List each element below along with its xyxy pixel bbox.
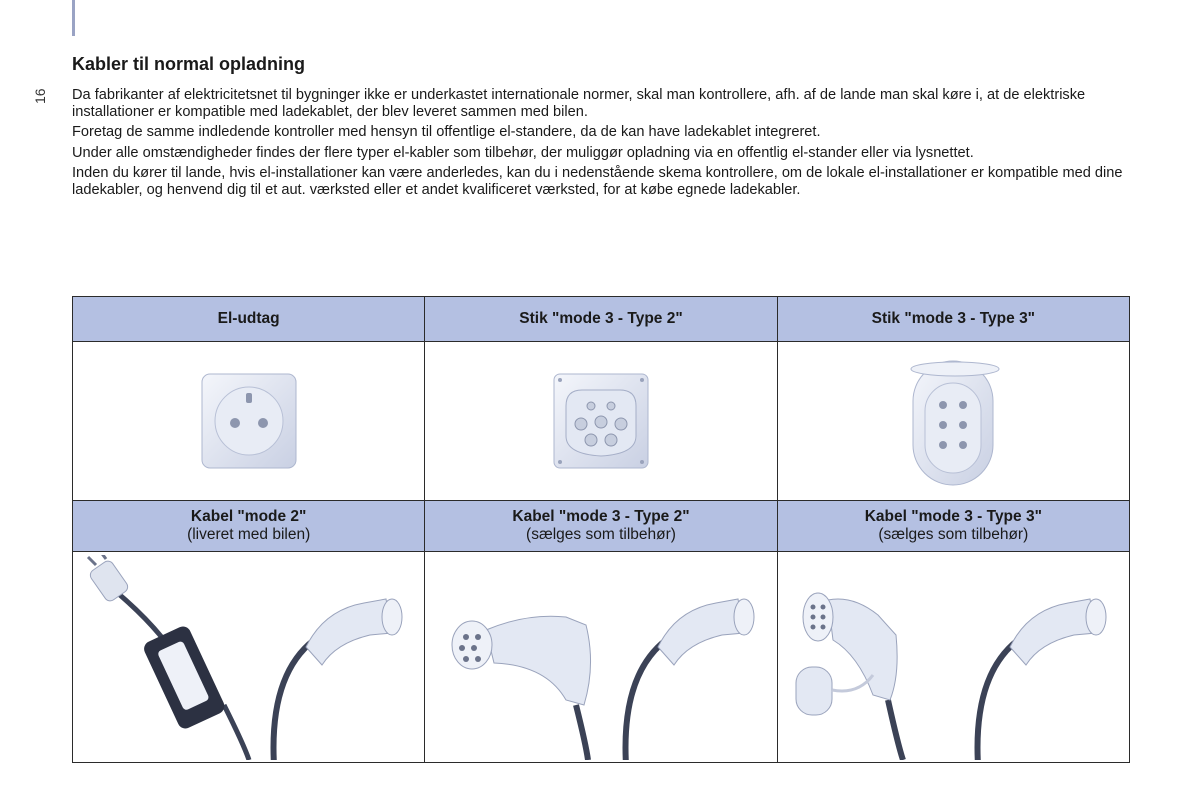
mode2-cable-image-cell — [73, 552, 425, 763]
type3-socket-icon — [893, 351, 1013, 491]
type2-socket-image-cell — [425, 342, 777, 501]
cable-title: Kabel "mode 3 - Type 2" — [512, 508, 690, 525]
page-number: 16 — [32, 88, 48, 104]
cable-title: Kabel "mode 3 - Type 3" — [864, 508, 1042, 525]
socket-image-cell — [73, 342, 425, 501]
header-mode3-type3-cable — [777, 501, 1129, 552]
intro-text — [72, 87, 1142, 202]
type3-cable-image-cell — [777, 552, 1129, 763]
paragraph: Da fabrikanter af elektricitetsnet til bygninger ikke er underkastet internationale normer, skal man kontrollere, afh. af de lande man skal køre i, at de elektriske installationer er kompatible med ladekablet, der blev leveret sammen med bilen. — [72, 87, 1086, 120]
paragraph: Under alle omstændigheder findes der flere typer el-kabler som tilbehør, der muliggør opladning via en offentlig el-stander eller via lysnettet. — [72, 144, 974, 161]
header-mode3-type2-cable — [425, 501, 777, 552]
cable-note: (sælges som tilbehør) — [878, 526, 1029, 543]
header-type2-plug: Stik "mode 3 - Type 2" — [425, 297, 777, 342]
wall-socket-icon — [194, 366, 304, 476]
type3-socket-image-cell — [777, 342, 1129, 501]
paragraph: Foretag de samme indledende kontroller med hensyn til offentlige el-standere, da de kan have ladekablet integreret. — [72, 124, 821, 140]
top-rule — [72, 0, 75, 36]
type2-socket-icon — [546, 366, 656, 476]
type3-cable-icon — [778, 555, 1128, 760]
cable-note: (sælges som tilbehør) — [526, 526, 676, 543]
cable-compatibility-table — [72, 296, 1130, 763]
type2-cable-image-cell — [425, 552, 777, 763]
type2-cable-icon — [426, 555, 776, 760]
paragraph: Inden du kører til lande, hvis el-installationer kan være anderledes, kan du i nedenstående skema kontrollere, om de lokale el-installationer er kompatible med dine ladekabler, og henvend dig til et aut. værksted eller et andet kvalificeret værksted, for at købe egnede ladekabler. — [72, 165, 1123, 198]
header-socket: El-udtag — [73, 297, 425, 342]
cable-note: (liveret med bilen) — [187, 526, 311, 543]
section-title: Kabler til normal opladning — [72, 54, 306, 74]
cable-title: Kabel "mode 2" — [190, 508, 307, 525]
header-type3-plug: Stik "mode 3 - Type 3" — [777, 297, 1129, 342]
header-mode2-cable — [73, 501, 425, 552]
mode2-cable-icon — [74, 555, 424, 760]
